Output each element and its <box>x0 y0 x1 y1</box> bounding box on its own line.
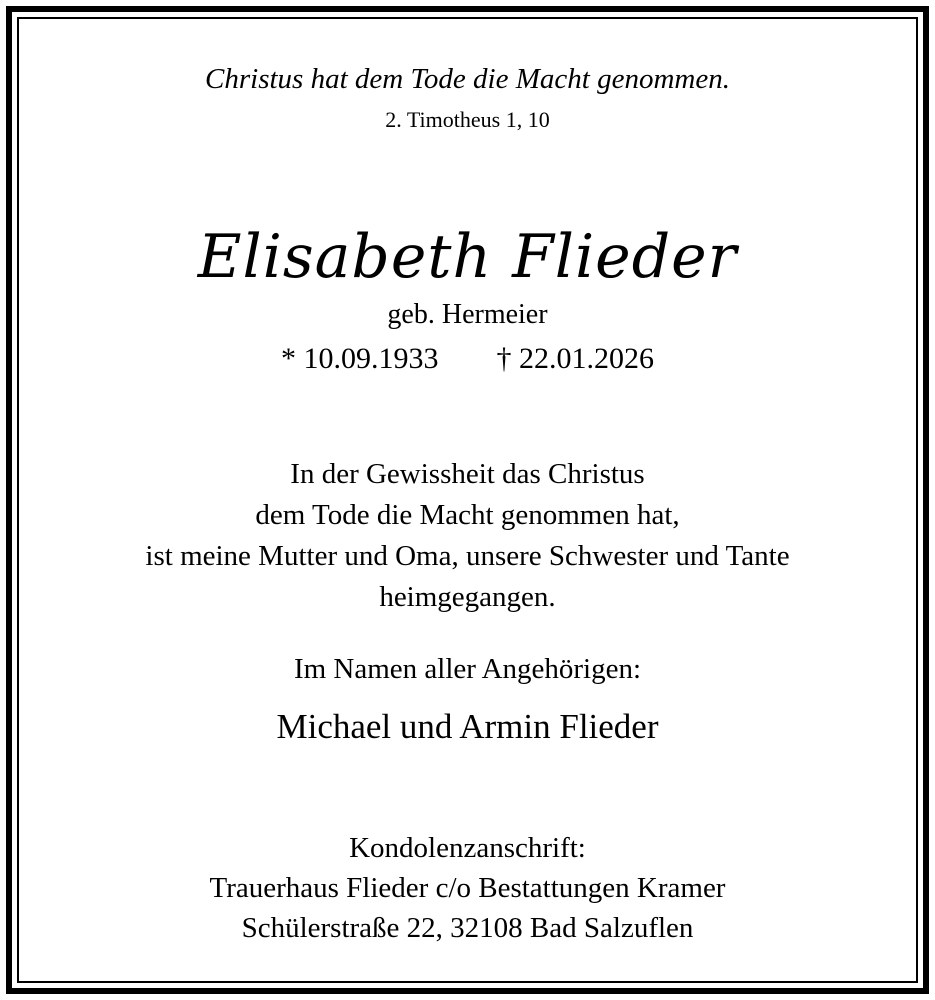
life-dates <box>17 339 918 379</box>
birth-date: * 10.09.1933 <box>281 342 439 375</box>
condolence-line: Trauerhaus Flieder c/o Bestattungen Kramer <box>209 872 726 904</box>
signers: Michael und Armin Flieder <box>276 707 659 746</box>
maiden-name: geb. Hermeier <box>387 299 548 330</box>
message-line: ist meine Mutter und Oma, unsere Schwester und Tante <box>145 540 790 572</box>
death-date: † 22.01.2026 <box>496 342 654 375</box>
condolence-line: Kondolenzanschrift: <box>349 832 586 864</box>
message-line: In der Gewissheit das Christus <box>290 458 645 490</box>
message <box>17 454 918 618</box>
message-line: dem Tode die Macht genommen hat, <box>255 499 680 531</box>
obituary-notice <box>17 17 918 983</box>
condolence-line: Schülerstraße 22, 32108 Bad Salzuflen <box>241 912 694 944</box>
condolence-address <box>17 828 918 948</box>
bible-reference: 2. Timotheus 1, 10 <box>385 107 550 132</box>
on-behalf-text: Im Namen aller Angehörigen: <box>293 653 642 685</box>
message-line: heimgegangen. <box>379 581 556 613</box>
motto: Christus hat dem Tode die Macht genommen. <box>205 63 730 95</box>
deceased-name: Elisabeth Flieder <box>197 222 738 292</box>
